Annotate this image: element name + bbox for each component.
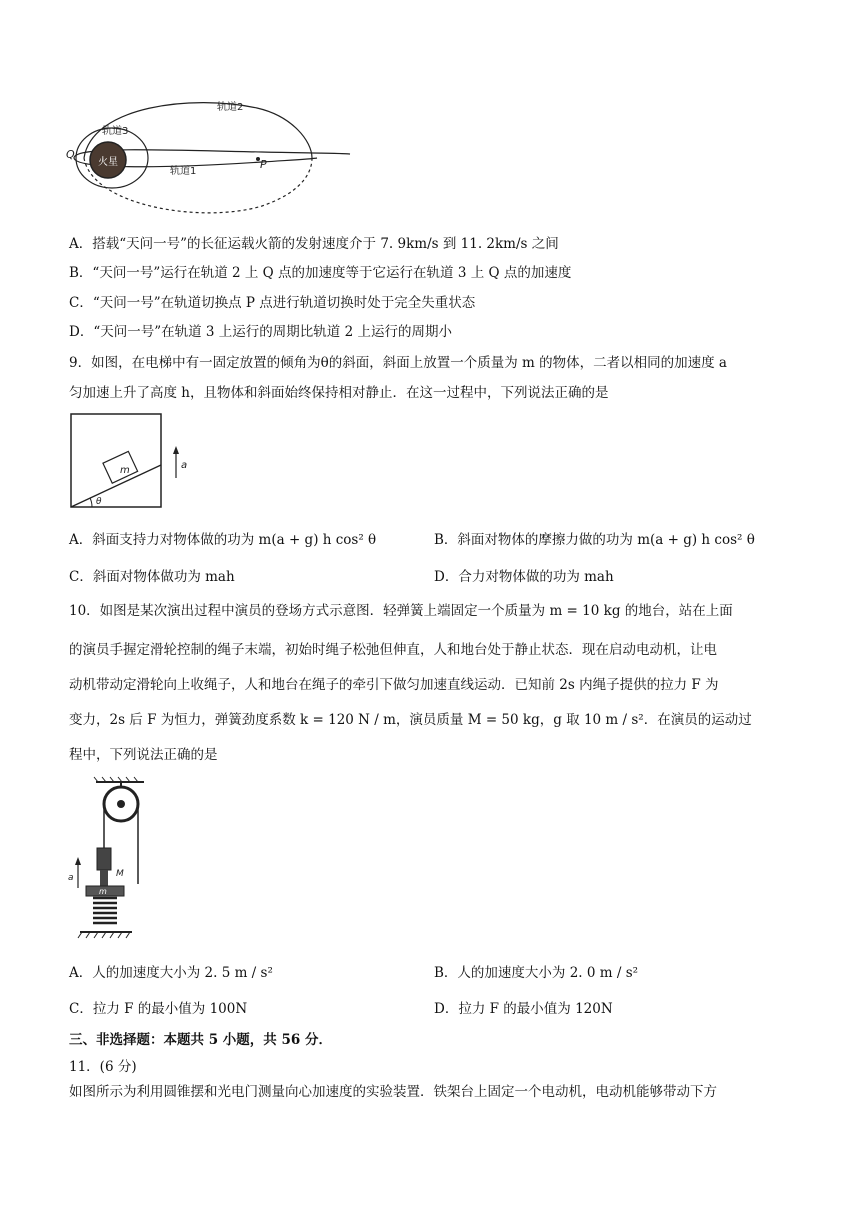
point-p-dot [256, 157, 260, 161]
q10-option-a: A．人的加速度大小为 2. 5 m / s² [69, 965, 273, 981]
platform-label: m [99, 887, 107, 896]
point-q-label: Q [66, 148, 75, 161]
pulley-axle [117, 800, 125, 808]
orbit3-label: 轨道3 [102, 126, 129, 137]
accel-label: a [68, 873, 74, 883]
block-label: m [120, 465, 130, 476]
theta-label: θ [96, 497, 102, 507]
orbit1-label: 轨道1 [170, 166, 197, 177]
q9-option-c: C．斜面对物体做功为 mah [69, 569, 235, 585]
q9-option-a: A．斜面支持力对物体做的功为 m(a + g) h cos² θ [69, 532, 377, 548]
q8-option-a: A．搭载“天问一号”的长征运载火箭的发射速度介于 7. 9km/s 到 11. 2km/s 之间 [69, 236, 559, 252]
q8-option-d: D．“天问一号”在轨道 3 上运行的周期比轨道 2 上运行的周期小 [69, 324, 452, 340]
q9-option-d: D．合力对物体做的功为 mah [434, 569, 614, 585]
angle-arc [90, 498, 92, 507]
orbit2-label: 轨道2 [217, 102, 244, 113]
q9-stem-line2: 匀加速上升了高度 h，且物体和斜面始终保持相对静止．在这一过程中，下列说法正确的是 [69, 385, 609, 401]
point-p-label: P [260, 158, 267, 171]
q10-option-d: D．拉力 F 的最小值为 120N [434, 1001, 613, 1017]
accel-label: a [181, 460, 188, 471]
q10-stem-line5: 程中，下列说法正确的是 [69, 747, 218, 763]
q8-option-c: C．“天问一号”在轨道切换点 P 点进行轨道切换时处于完全失重状态 [69, 295, 476, 311]
q9-stem-line1: 9．如图，在电梯中有一固定放置的倾角为θ的斜面，斜面上放置一个质量为 m 的物体，二者以相同的加速度 a [69, 355, 727, 371]
performer-legs [100, 870, 108, 886]
performer-body [97, 848, 111, 870]
pulley-figure [66, 776, 146, 946]
q10-stem-line3: 动机带动定滑轮向上收绳子，人和地台在绳子的牵引下做匀加速直线运动．已知前 2s 内绳子提供的拉力 F 为 [69, 677, 719, 693]
q10-option-c: C．拉力 F 的最小值为 100N [69, 1001, 248, 1017]
q8-option-b: B．“天问一号”运行在轨道 2 上 Q 点的加速度等于它运行在轨道 3 上 Q 点的加速度 [69, 265, 572, 281]
q9-option-b: B．斜面对物体的摩擦力做的功为 m(a + g) h cos² θ [434, 532, 755, 548]
section3-title: 三、非选择题：本题共 5 小题，共 56 分． [69, 1032, 332, 1048]
q10-option-b: B．人的加速度大小为 2. 0 m / s² [434, 965, 639, 981]
performer-label: M [116, 869, 124, 879]
q10-stem-line1: 10．如图是某次演出过程中演员的登场方式示意图．轻弹簧上端固定一个质量为 m = 10 kg 的地台，站在上面 [69, 603, 733, 619]
q11-text: 如图所示为利用圆锥摆和光电门测量向心加速度的实验装置．铁架台上固定一个电动机，电动机能够带动下方 [69, 1084, 717, 1100]
accel-arrow-head [173, 446, 179, 454]
accel-arrow-head [75, 857, 81, 865]
orbit-figure [62, 96, 362, 226]
q10-stem-line4: 变力，2s 后 F 为恒力，弹簧劲度系数 k = 120 N / m，演员质量 M = 50 kg，g 取 10 m / s²．在演员的运动过 [69, 712, 752, 728]
incline-figure [70, 413, 200, 513]
q11-number: 11．(6 分) [69, 1059, 137, 1075]
q10-stem-line2: 的演员手握定滑轮控制的绳子末端，初始时绳子松弛但伸直，人和地台处于静止状态．现在启动电动机，让电 [69, 642, 717, 658]
mars-label: 火星 [98, 157, 118, 168]
spring-coils [93, 898, 117, 923]
